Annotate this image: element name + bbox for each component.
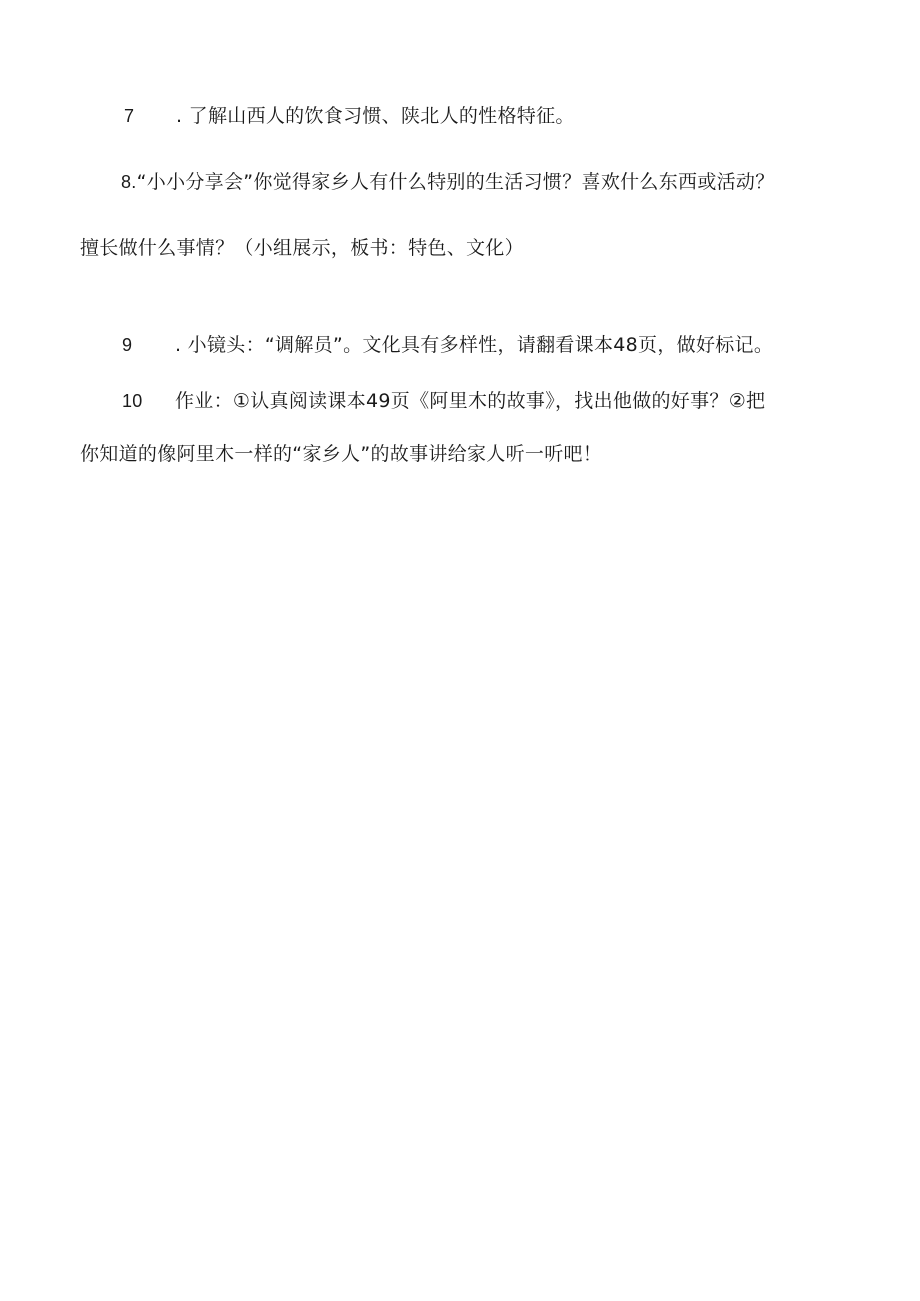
- item-text: 作业：①认真阅读课本49页《阿里木的故事》，找出他做的好事？②把: [175, 390, 766, 412]
- item-8-continuation: 擅长做什么事情？（小组展示，板书：特色、文化）: [80, 237, 524, 259]
- item-10-continuation: 你知道的像阿里木一样的“家乡人”的故事讲给家人听一听吧！: [80, 443, 603, 465]
- item-number: 9: [122, 335, 133, 355]
- item-number: 7: [124, 106, 135, 126]
- item-7: [124, 104, 575, 128]
- item-text: . 了解山西人的饮食习惯、陕北人的性格特征。: [176, 105, 575, 127]
- item-text: . 小镜头：“调解员”。文化具有多样性，请翻看课本48页，做好标记。: [175, 334, 774, 356]
- item-text: “小小分享会”你觉得家乡人有什么特别的生活习惯？喜欢什么东西或活动？: [136, 171, 775, 193]
- item-8: [121, 170, 775, 194]
- item-9: [122, 333, 773, 357]
- item-number: 8.: [121, 172, 137, 192]
- item-10: [122, 389, 765, 413]
- item-number: 10: [122, 391, 143, 411]
